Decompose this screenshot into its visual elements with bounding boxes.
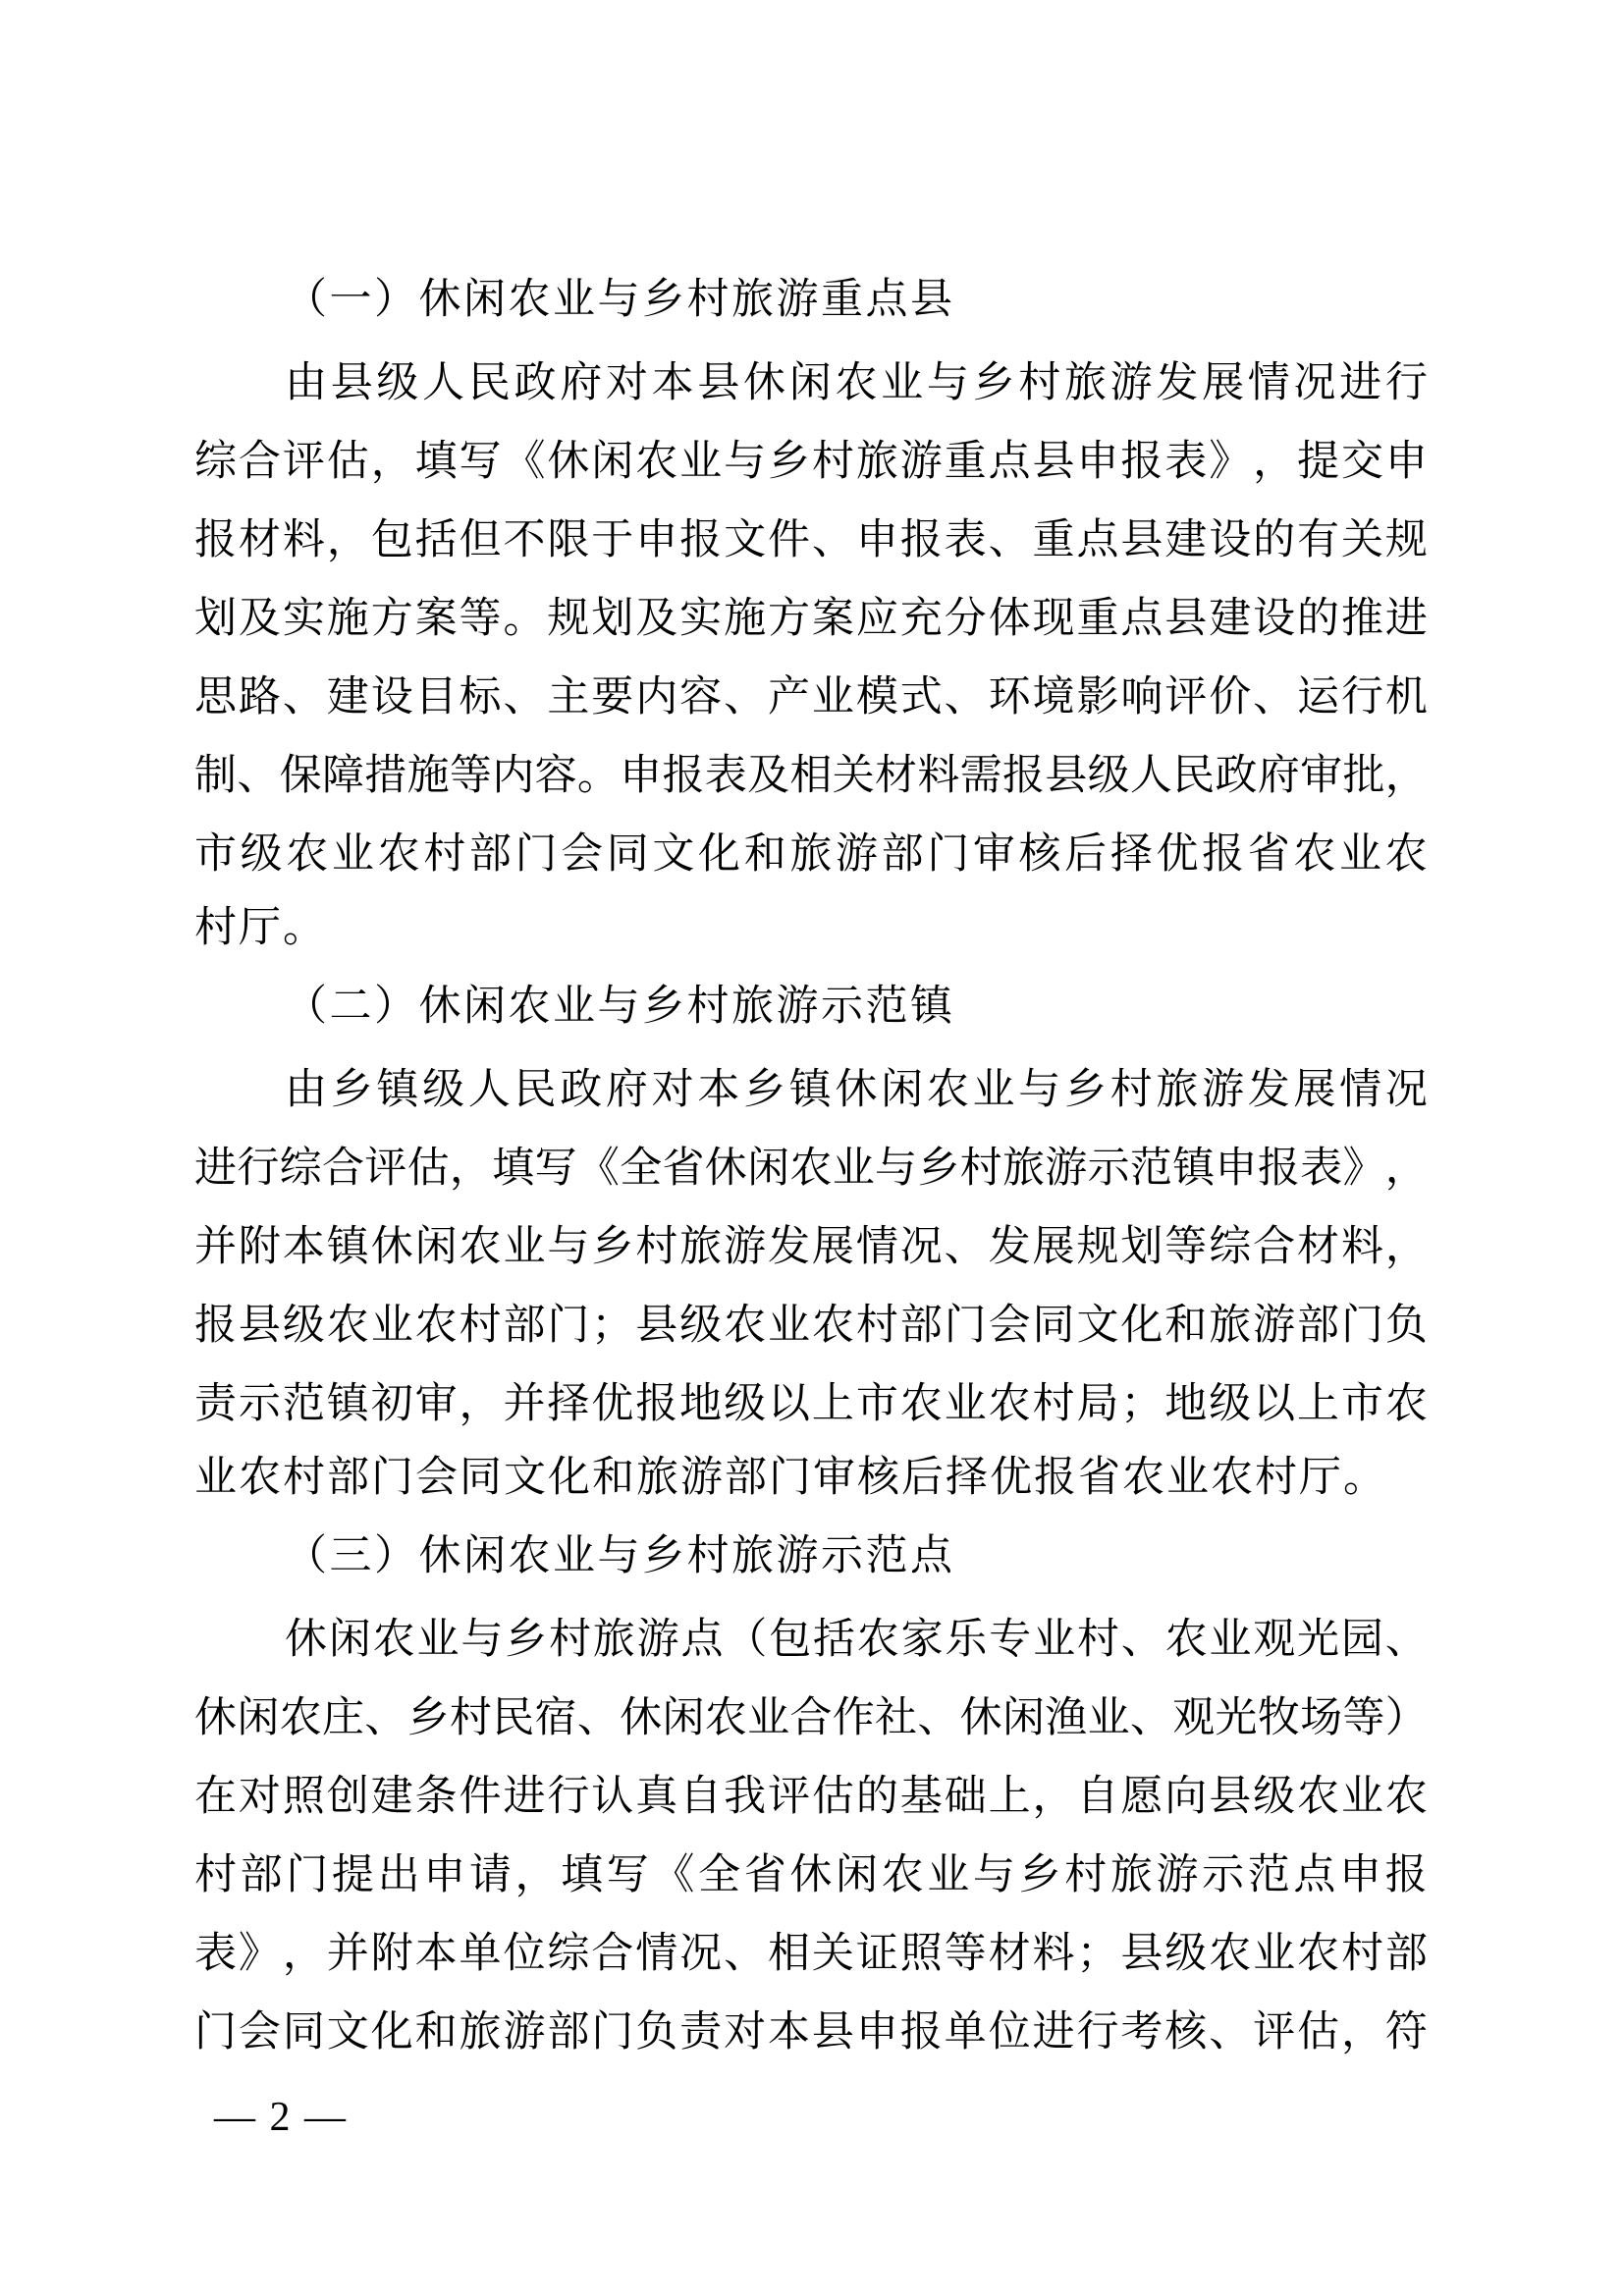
section-3-heading: （三）休闲农业与乡村旅游示范点 [285, 1533, 955, 1579]
text-line: 划 及 实 施 方 案 等 。 规 划 及 实 施 方 案 应 充 分 体 现 重 点 县 建 设 的 推 进 [194, 595, 1428, 642]
section-2-heading: （二）休闲农业与乡村旅游示范镇 [285, 984, 955, 1030]
text-line: 由 县 级 人 民 政 府 对 本 县 休 闲 农 业 与 乡 村 旅 游 发 展 情 况 进 行 [285, 359, 1428, 406]
text-line: 门 会 同 文 化 和 旅 游 部 门 负 责 对 本 县 申 报 单 位 进 行 考 核 、 评 估 ， 符 [194, 2008, 1428, 2056]
text-line: 报 县 级 农 业 农 村 部 门 ； 县 级 农 业 农 村 部 门 会 同 文 化 和 旅 游 部 门 负 [194, 1302, 1428, 1349]
page-footer [214, 2087, 348, 2148]
text-line: 并 附 本 镇 休 闲 农 业 与 乡 村 旅 游 发 展 情 况 、 发 展 规 划 等 综 合 材 料 ， [194, 1223, 1428, 1270]
page-number: — 2 — [214, 2095, 348, 2140]
text-line: 进 行 综 合 评 估 ， 填 写 《 全 省 休 闲 农 业 与 乡 村 旅 游 示 范 镇 申 报 表 》 ， [194, 1145, 1428, 1192]
text-line: 村 部 门 提 出 申 请 ， 填 写 《 全 省 休 闲 农 业 与 乡 村 旅 游 示 范 点 申 报 [194, 1851, 1428, 1898]
section-1-heading: （一）休闲农业与乡村旅游重点县 [285, 277, 955, 323]
text-line: 表 》 ， 并 附 本 单 位 综 合 情 况 、 相 关 证 照 等 材 料 ； 县 级 农 业 农 村 部 [194, 1930, 1428, 1977]
text-line: 由 乡 镇 级 人 民 政 府 对 本 乡 镇 休 闲 农 业 与 乡 村 旅 游 发 展 情 况 [285, 1066, 1428, 1113]
text-line: 综 合 评 估 ， 填 写 《 休 闲 农 业 与 乡 村 旅 游 重 点 县 申 报 表 》 ， 提 交 申 [194, 438, 1428, 485]
text-line: 村厅。 [194, 905, 327, 951]
section-3 [194, 1518, 1428, 2067]
text-line: 报 材 料 ， 包 括 但 不 限 于 申 报 文 件 、 申 报 表 、 重 点 县 建 设 的 有 关 规 [194, 516, 1428, 563]
text-line: 思 路 、 建 设 目 标 、 主 要 内 容 、 产 业 模 式 、 环 境 影 响 评 价 、 运 行 机 [194, 673, 1428, 721]
text-line: 休 闲 农 业 与 乡 村 旅 游 点 （ 包 括 农 家 乐 专 业 村 、 农 业 观 光 园 、 [285, 1616, 1428, 1663]
text-line: 制 、 保 障 措 施 等 内 容 。 申 报 表 及 相 关 材 料 需 报 县 级 人 民 政 府 审 批 ， [194, 752, 1428, 799]
text-line: 市 级 农 业 农 村 部 门 会 同 文 化 和 旅 游 部 门 审 核 后 择 优 报 省 农 业 农 [194, 830, 1428, 878]
document-body [194, 261, 1428, 2067]
text-line: 业农村部门会同文化和旅游部门审核后择优报省农业农村厅。 [194, 1455, 1387, 1501]
section-1 [194, 261, 1428, 968]
text-line: 责 示 范 镇 初 审 ， 并 择 优 报 地 级 以 上 市 农 业 农 村 局 ； 地 级 以 上 市 农 [194, 1380, 1428, 1427]
section-2 [194, 968, 1428, 1518]
text-line: 休 闲 农 庄 、 乡 村 民 宿 、 休 闲 农 业 合 作 社 、 休 闲 渔 业 、 观 光 牧 场 等 ） [194, 1694, 1428, 1741]
text-line: 在 对 照 创 建 条 件 进 行 认 真 自 我 评 估 的 基 础 上 ， 自 愿 向 县 级 农 业 农 [194, 1773, 1428, 1820]
